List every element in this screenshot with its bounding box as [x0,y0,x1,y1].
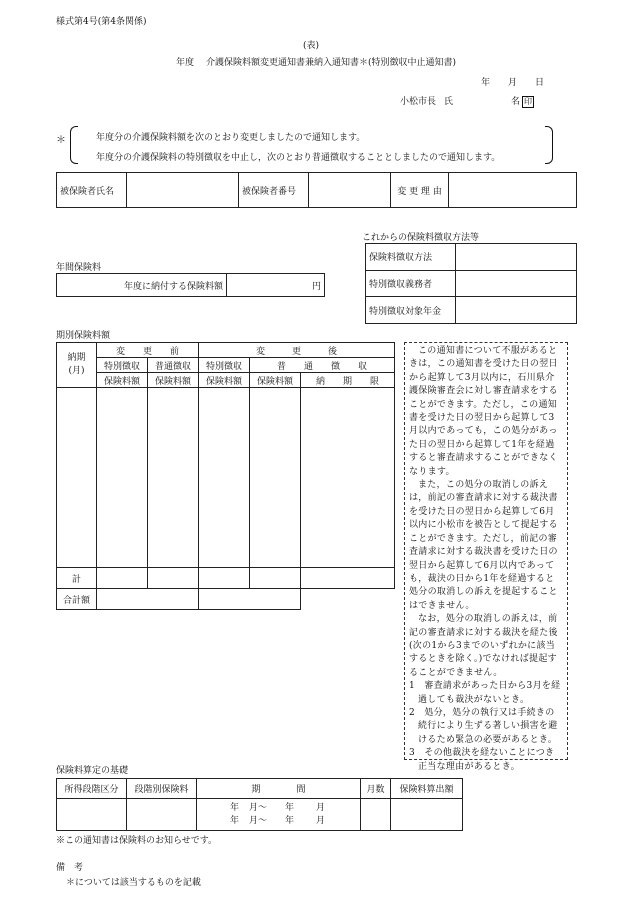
period-range-header: 期 間 [197,779,361,799]
form-number: 様式第4号(第4条関係) [56,17,147,27]
pension-label: 特別徴収対象年金 [366,297,456,324]
insured-info-table [56,172,577,208]
before-special-cell[interactable] [97,388,148,568]
obligor-value[interactable] [456,270,577,297]
pension-value[interactable] [456,297,577,324]
after-normal-amount-cell[interactable] [250,388,301,568]
insured-number-label: 被保険者番号 [239,173,309,208]
amount-header: 保険料額 [148,373,199,388]
calculated-premium-cell[interactable] [391,799,463,831]
issue-date: 年 月 日 [481,78,545,88]
method-heading: これからの保険料徴収方法等 [362,233,480,243]
notice-item: 1 審査請求があった日から3月を経過しても裁決がないとき。 [409,681,561,705]
left-bracket [70,126,78,164]
period-premium-table [56,342,395,610]
notice-paragraph: また，この処分の取消しの訴えは，前記の審査請求に対する裁決書を受けた日の翌日から起算して6月以内に小松市を被告として提起することができます。ただし，前記の審査請求に対する裁決書を受けた日の翌日から起算して6月以内であっても，裁決の日から1年を経過すると処分の取消しの訴えを提起することはできません。 [409,480,558,611]
remarks-text: ＊については該当するものを記載 [66,878,201,888]
insured-name-label: 被保険者氏名 [57,173,127,208]
right-bracket [545,126,553,164]
yen-unit: 円 [311,281,321,292]
period-range-cell[interactable] [197,799,361,831]
total-label: 計 [57,568,97,589]
before-normal-header: 普通徴収 [148,358,199,373]
notice-item: 2 処分，処分の執行又は手続きの続行により生ずる著しい損害を避けるため緊急の必要があるとき。 [409,707,558,745]
change-reason-value[interactable] [449,173,577,208]
level-premium-header: 段階別保険料 [127,779,197,799]
seal-mark: 印 [524,97,533,106]
deadline-header: 納 期 限 [301,373,395,388]
issuer-line: 小松市長 氏 名 印 [400,97,533,107]
before-special-header: 特別徴収 [97,358,148,373]
insured-number-value[interactable] [309,173,391,208]
calculation-basis-table [56,778,463,831]
after-normal-header: 普 通 徴 収 [250,358,395,373]
remarks-heading: 備 考 [56,863,84,873]
amount-header: 保険料額 [199,373,250,388]
footnote: ※この通知書は保険料のお知らせです。 [56,836,218,846]
notice-item: 3 その他裁決を経ないことにつき正当な理由があるとき。 [409,748,555,772]
title-main: 介護保険料額変更通知書兼納入通知書 [206,58,360,68]
grand-total-before[interactable] [97,589,199,610]
period-range-line: 年 月～ 年 月 [230,802,326,813]
level-premium-cell[interactable] [127,799,197,831]
total-cell[interactable] [199,568,250,589]
option-suspend: 年度分の介護保険料の特別徴収を中止し，次のとおり普通徴収することとしましたので通知します。 [96,153,501,163]
amount-header: 保険料額 [97,373,148,388]
option-change: 年度分の介護保険料額を次のとおり変更しましたので通知します。 [96,133,366,143]
collection-method-table [365,243,577,324]
issuer-label: 小松市長 [400,97,437,107]
income-level-cell[interactable] [57,799,127,831]
basis-heading: 保険料算定の基礎 [56,766,129,776]
deadline-cell[interactable] [301,388,395,568]
annual-premium-table [56,273,325,297]
change-reason-label: 変 更 理 由 [391,173,449,208]
title-asterisk: ＊ [359,58,369,68]
total-cell[interactable] [97,568,148,589]
period-cell[interactable] [57,388,97,568]
insured-name-value[interactable] [127,173,239,208]
before-normal-cell[interactable] [148,388,199,568]
total-cell-blank [301,568,395,589]
grand-total-after[interactable] [199,589,301,610]
title-year: 年度 [176,58,195,68]
months-cell[interactable] [361,799,391,831]
amount-header: 保険料額 [250,373,301,388]
document-title [176,55,456,68]
before-change-header: 変 更 前 [97,343,199,358]
appeal-notice [404,342,568,772]
total-cell[interactable] [148,568,199,589]
annual-heading: 年間保険料 [56,263,102,273]
obligor-label: 特別徴収義務者 [366,270,456,297]
grand-total-blank [301,589,395,610]
side-mark: (表) [303,41,320,51]
annual-amount[interactable] [227,274,325,297]
after-special-cell[interactable] [199,388,250,568]
total-cell[interactable] [250,568,301,589]
method-label: 保険料徴収方法 [366,244,456,271]
after-change-header: 変 更 後 [199,343,395,358]
grand-total-label: 合計額 [57,589,97,610]
after-special-header: 特別徴収 [199,358,250,373]
income-level-header: 所得段階区分 [57,779,127,799]
period-range-line: 年 月～ 年 月 [230,815,326,826]
title-paren: (特別徴収中止通知書) [368,58,457,68]
period-heading: 期別保険料額 [56,331,111,341]
annual-label: 年度に納付する保険料額 [57,274,227,297]
notice-paragraph: なお，処分の取消しの訴えは，前記の審査請求に対する裁決を経た後(次の1から3までのいずれかに該当するときを除く。)でなければ提起することができません。 [409,614,558,678]
method-value[interactable] [456,244,577,271]
months-header: 月数 [361,779,391,799]
calculated-premium-header: 保険料算出額 [391,779,463,799]
option-asterisk: ＊ [56,135,66,146]
period-column-header: 納期 (月) [57,343,97,388]
notice-paragraph: この通知書について不服があるときは，この通知書を受けた日の翌日から起算して3月以内に，石川県介護保険審査会に対し審査請求をすることができます。ただし，この通知書を受けた日の翌日から起算して3月以内であっても，この処分があった日の翌日から起算して1年を経過すると審査請求することができなくなります。 [409,346,558,477]
